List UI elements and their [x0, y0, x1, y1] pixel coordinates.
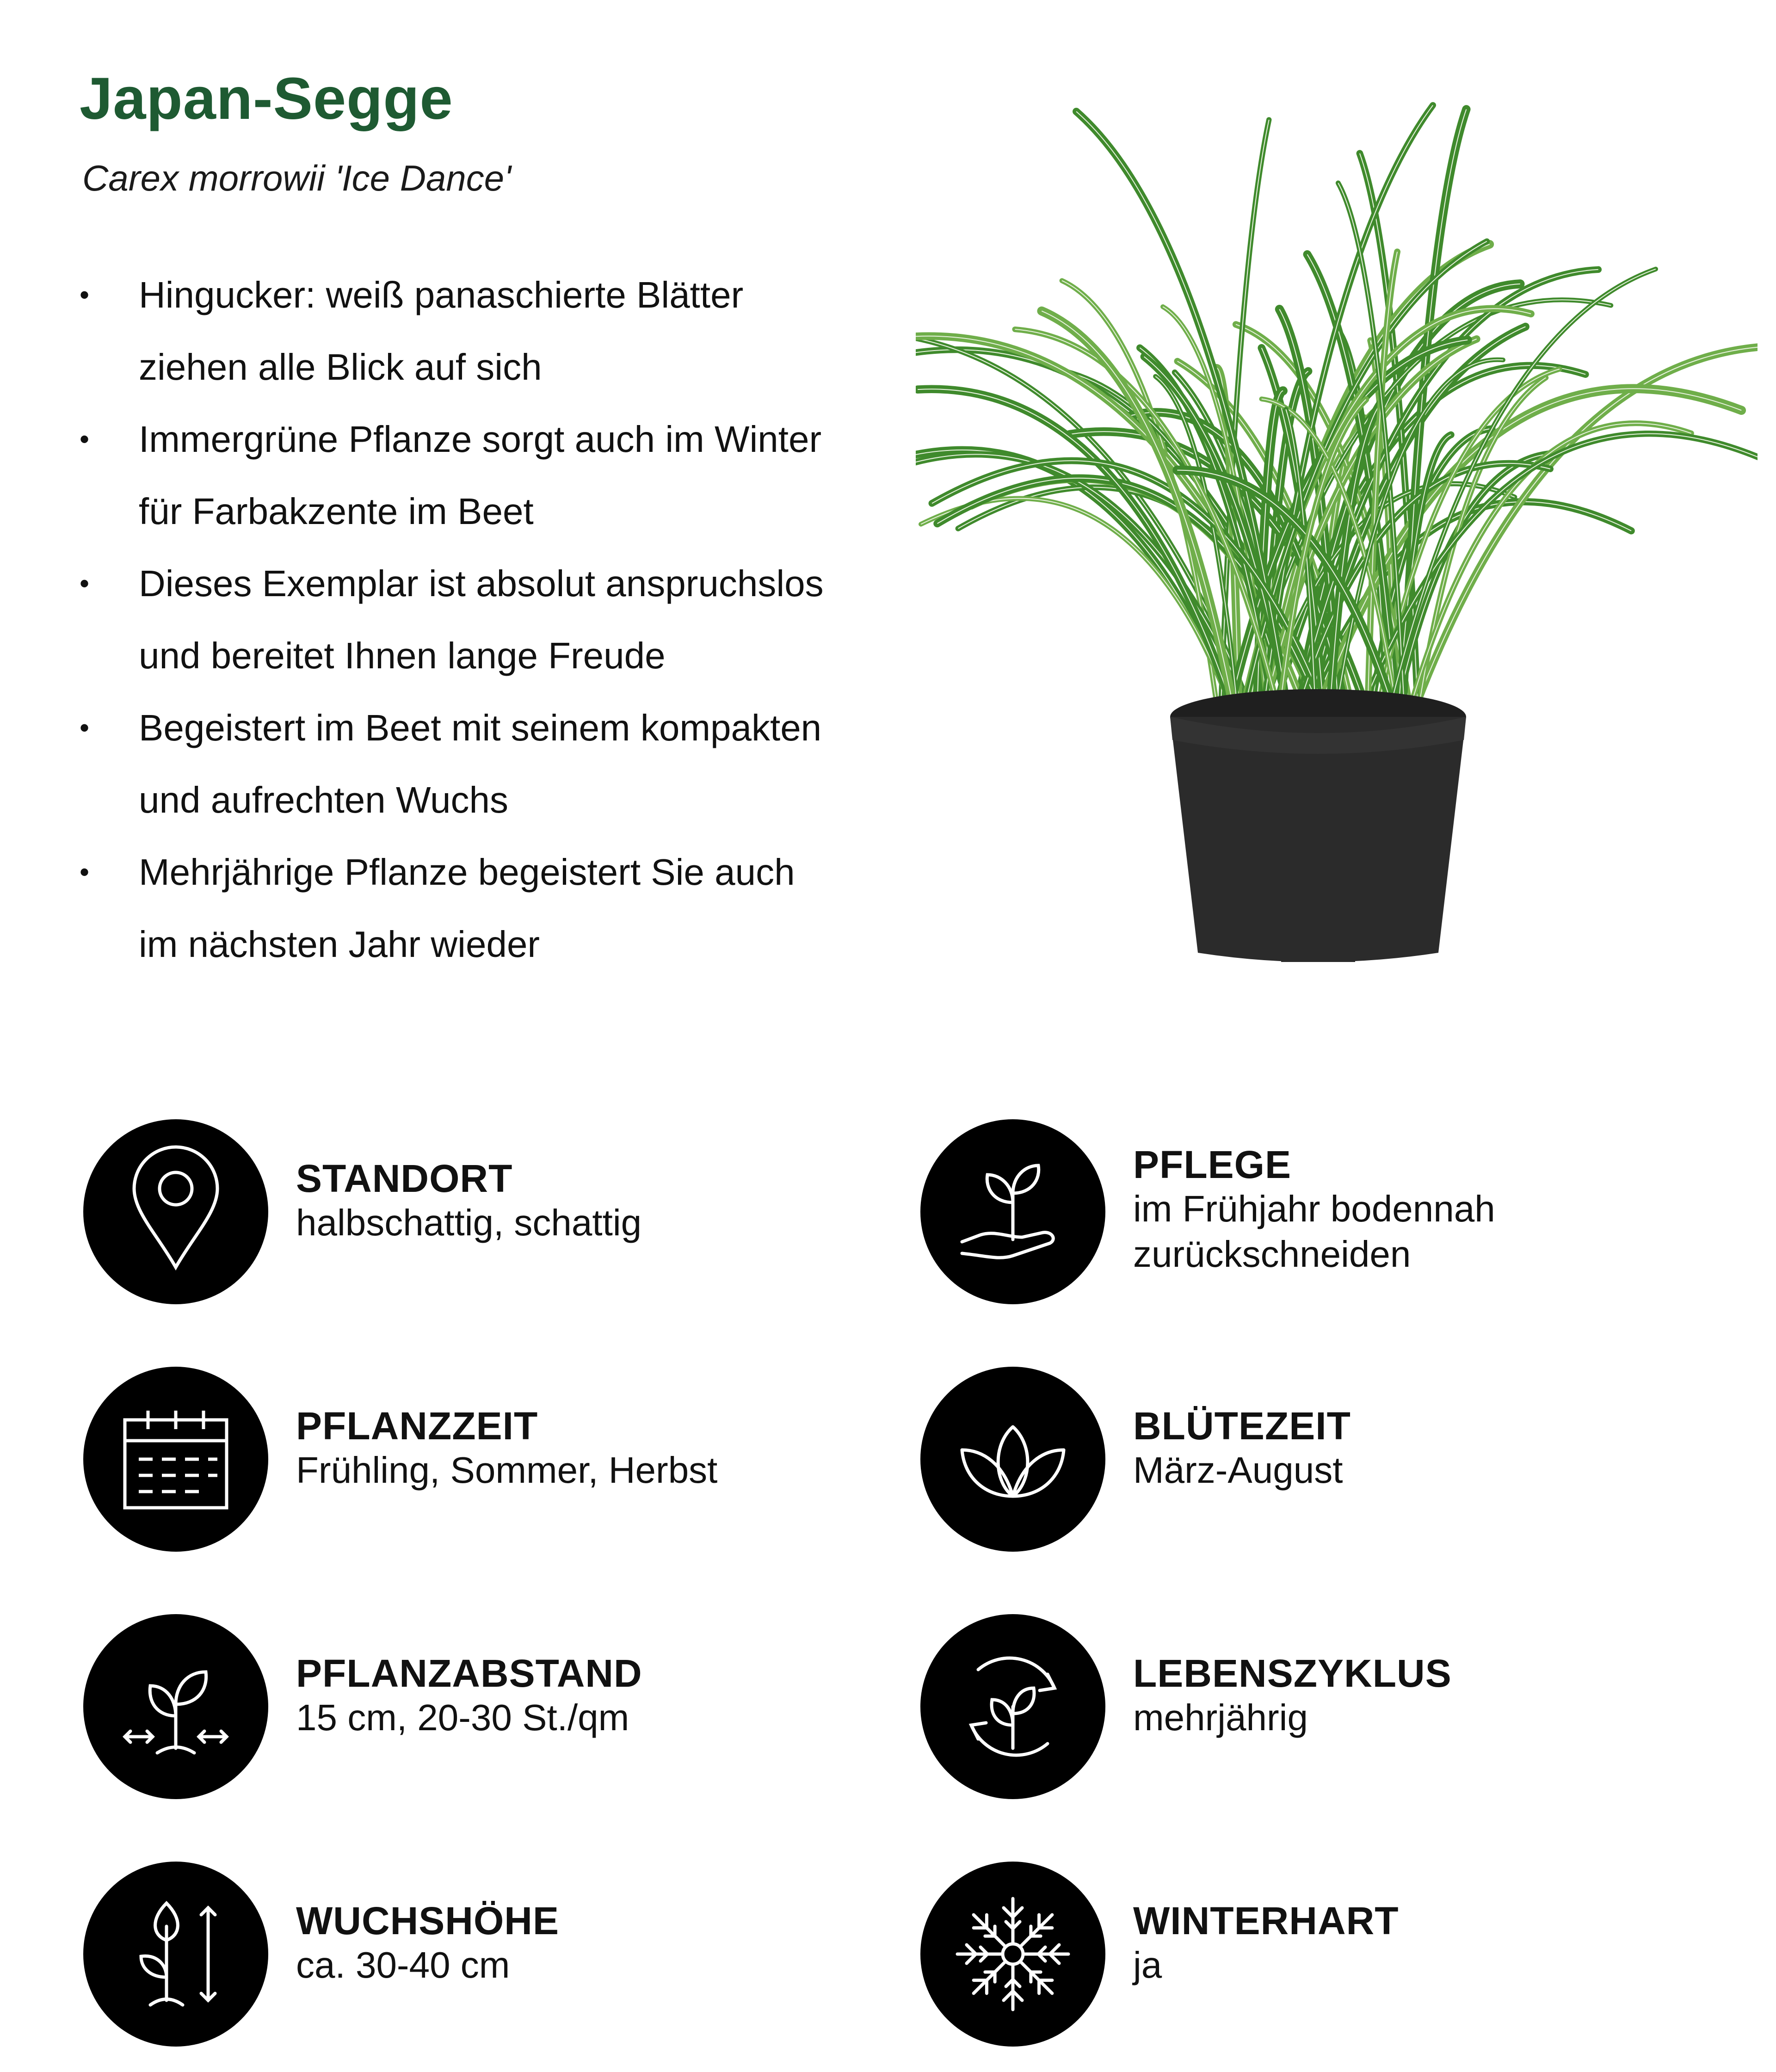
- lotus-flower-icon: [920, 1367, 1105, 1552]
- plant-spacing-icon: [83, 1614, 268, 1799]
- feature-bluetezeit: [920, 1367, 1707, 1561]
- product-plant-image: [916, 83, 1758, 971]
- feature-standort: [83, 1119, 870, 1314]
- bullet-icon: •: [80, 712, 90, 743]
- feature-label: WINTERHART: [1133, 1899, 1399, 1942]
- feature-value: im Frühjahr bodennah zurückschneiden: [1133, 1188, 1495, 1275]
- feature-label: PFLANZZEIT: [296, 1404, 538, 1448]
- feature-value: ja: [1133, 1944, 1162, 1986]
- life-cycle-icon: [920, 1614, 1105, 1799]
- feature-value: mehrjährig: [1133, 1697, 1308, 1738]
- feature-label: WUCHSHÖHE: [296, 1899, 559, 1942]
- grass-leaves: [916, 105, 1758, 712]
- product-title: Japan-Segge: [80, 66, 453, 132]
- hand-seedling-icon: [920, 1119, 1105, 1304]
- bullet-icon: •: [80, 424, 90, 455]
- feature-value: Frühling, Sommer, Herbst: [296, 1449, 718, 1491]
- feature-label: PFLANZABSTAND: [296, 1652, 642, 1695]
- feature-value: ca. 30-40 cm: [296, 1944, 510, 1986]
- bullet-item: • Begeistert im Beet mit seinem kompakten und aufrechten Wuchs: [80, 692, 894, 836]
- feature-value: 15 cm, 20-30 St./qm: [296, 1697, 629, 1738]
- bullet-item: • Dieses Exemplar ist absolut anspruchslos und bereitet Ihnen lange Freude: [80, 548, 894, 692]
- bullet-icon: •: [80, 279, 90, 310]
- feature-pflege: [920, 1119, 1707, 1314]
- pot: [1170, 689, 1466, 962]
- feature-pflanzabstand: [83, 1614, 870, 1808]
- feature-pflanzzeit: [83, 1367, 870, 1561]
- botanical-name: Carex morrowii 'Ice Dance': [82, 158, 512, 198]
- bullet-item: • Hingucker: weiß panaschierte Blätter ziehen alle Blick auf sich: [80, 259, 894, 403]
- plant-height-icon: [83, 1862, 268, 2047]
- feature-bullet-list: [80, 259, 894, 980]
- feature-lebenszyklus: [920, 1614, 1707, 1808]
- feature-value: halbschattig, schattig: [296, 1202, 642, 1243]
- snowflake-icon: [920, 1862, 1105, 2047]
- feature-winterhart: [920, 1862, 1707, 2056]
- bullet-icon: •: [80, 568, 90, 599]
- feature-wuchshoehe: [83, 1862, 870, 2056]
- grass-leaf: [918, 389, 1234, 712]
- bullet-item: • Mehrjährige Pflanze begeistert Sie auch im nächsten Jahr wieder: [80, 836, 894, 980]
- calendar-icon: [83, 1367, 268, 1552]
- feature-label: BLÜTEZEIT: [1133, 1404, 1351, 1448]
- bullet-icon: •: [80, 857, 90, 888]
- feature-value: März-August: [1133, 1449, 1343, 1491]
- feature-label: LEBENSZYKLUS: [1133, 1652, 1452, 1695]
- feature-label: STANDORT: [296, 1157, 513, 1200]
- feature-label: PFLEGE: [1133, 1143, 1292, 1186]
- location-pin-icon: [83, 1119, 268, 1304]
- bullet-item: • Immergrüne Pflanze sorgt auch im Winter für Farbakzente im Beet: [80, 403, 894, 548]
